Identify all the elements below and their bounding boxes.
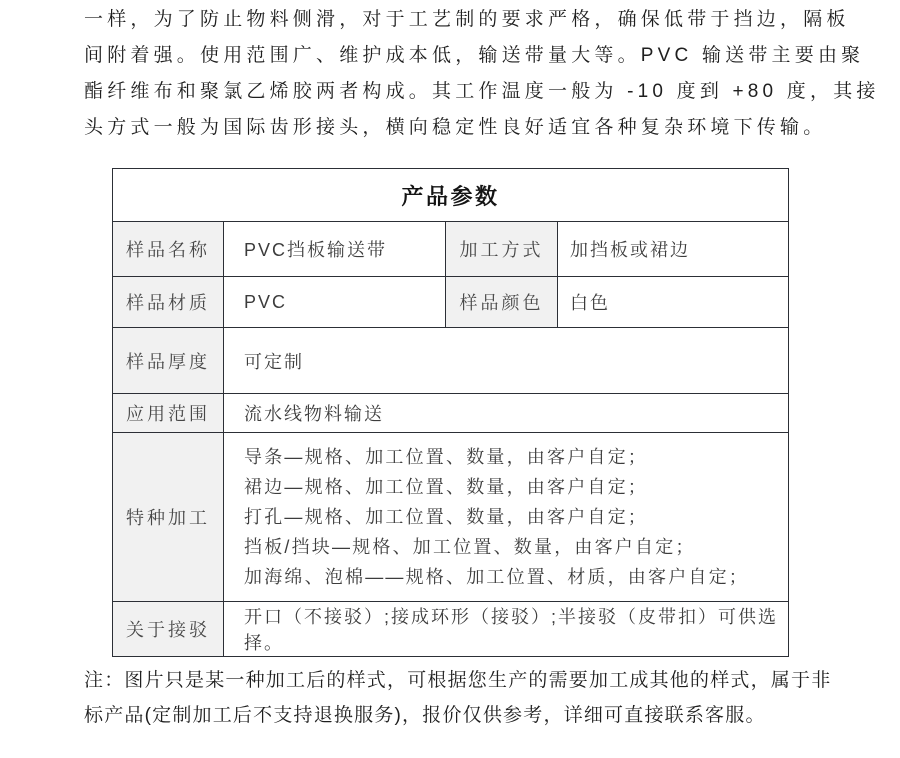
param-label-sample-material: 样品材质 [113, 277, 224, 328]
special-processing-line: 裙边—规格、加工位置、数量，由客户自定； [244, 477, 648, 497]
table-row [113, 277, 789, 328]
param-value-sample-name: PVC挡板输送带 [224, 222, 446, 277]
param-label-sample-thickness: 样品厚度 [113, 328, 224, 394]
param-label-processing-method: 加工方式 [446, 222, 558, 277]
param-value-sample-thickness: 可定制 [224, 328, 789, 394]
special-processing-line: 导条—规格、加工位置、数量，由客户自定； [244, 447, 648, 467]
param-value-sample-material: PVC [224, 277, 446, 328]
param-label-application-scope: 应用范围 [113, 394, 224, 433]
table-row [113, 328, 789, 394]
table-title-row [113, 169, 789, 222]
note-line: 标产品(定制加工后不支持退换服务)，报价仅供参考，详细可直接联系客服。 [84, 705, 766, 726]
intro-line: 酯纤维布和聚氯乙烯胶两者构成。其工作温度一般为 -10 度到 +80 度，其接 [84, 81, 880, 102]
param-label-sample-color: 样品颜色 [446, 277, 558, 328]
table-row [113, 394, 789, 433]
special-processing-line: 打孔—规格、加工位置、数量，由客户自定； [244, 507, 648, 527]
intro-line: 一样，为了防止物料侧滑，对于工艺制的要求严格，确保低带于挡边，隔板 [84, 9, 850, 30]
param-value-special-processing [224, 433, 789, 602]
param-label-special-processing: 特种加工 [113, 433, 224, 602]
table-row [113, 433, 789, 602]
intro-paragraph [84, 2, 880, 146]
param-label-splicing: 关于接驳 [113, 602, 224, 657]
note-paragraph [84, 663, 844, 733]
intro-line: 头方式一般为国际齿形接头，横向稳定性良好适宜各种复杂环境下传输。 [84, 117, 827, 138]
note-line: 注：图片只是某一种加工后的样式，可根据您生产的需要加工成其他的样式，属于非 [84, 670, 832, 691]
special-processing-line: 挡板/挡块—规格、加工位置、数量，由客户自定； [244, 537, 696, 557]
special-processing-line: 加海绵、泡棉——规格、加工位置、材质，由客户自定； [244, 567, 749, 587]
param-value-application-scope: 流水线物料输送 [224, 394, 789, 433]
param-value-processing-method: 加挡板或裙边 [558, 222, 789, 277]
param-label-sample-name: 样品名称 [113, 222, 224, 277]
intro-line: 间附着强。使用范围广、维护成本低，输送带量大等。PVC 输送带主要由聚 [84, 45, 865, 66]
param-value-splicing: 开口（不接驳）;接成环形（接驳）;半接驳（皮带扣）可供选择。 [224, 602, 789, 657]
table-row [113, 602, 789, 657]
table-title: 产品参数 [113, 169, 789, 222]
param-value-sample-color: 白色 [558, 277, 789, 328]
product-parameters-table [112, 168, 789, 657]
table-row [113, 222, 789, 277]
